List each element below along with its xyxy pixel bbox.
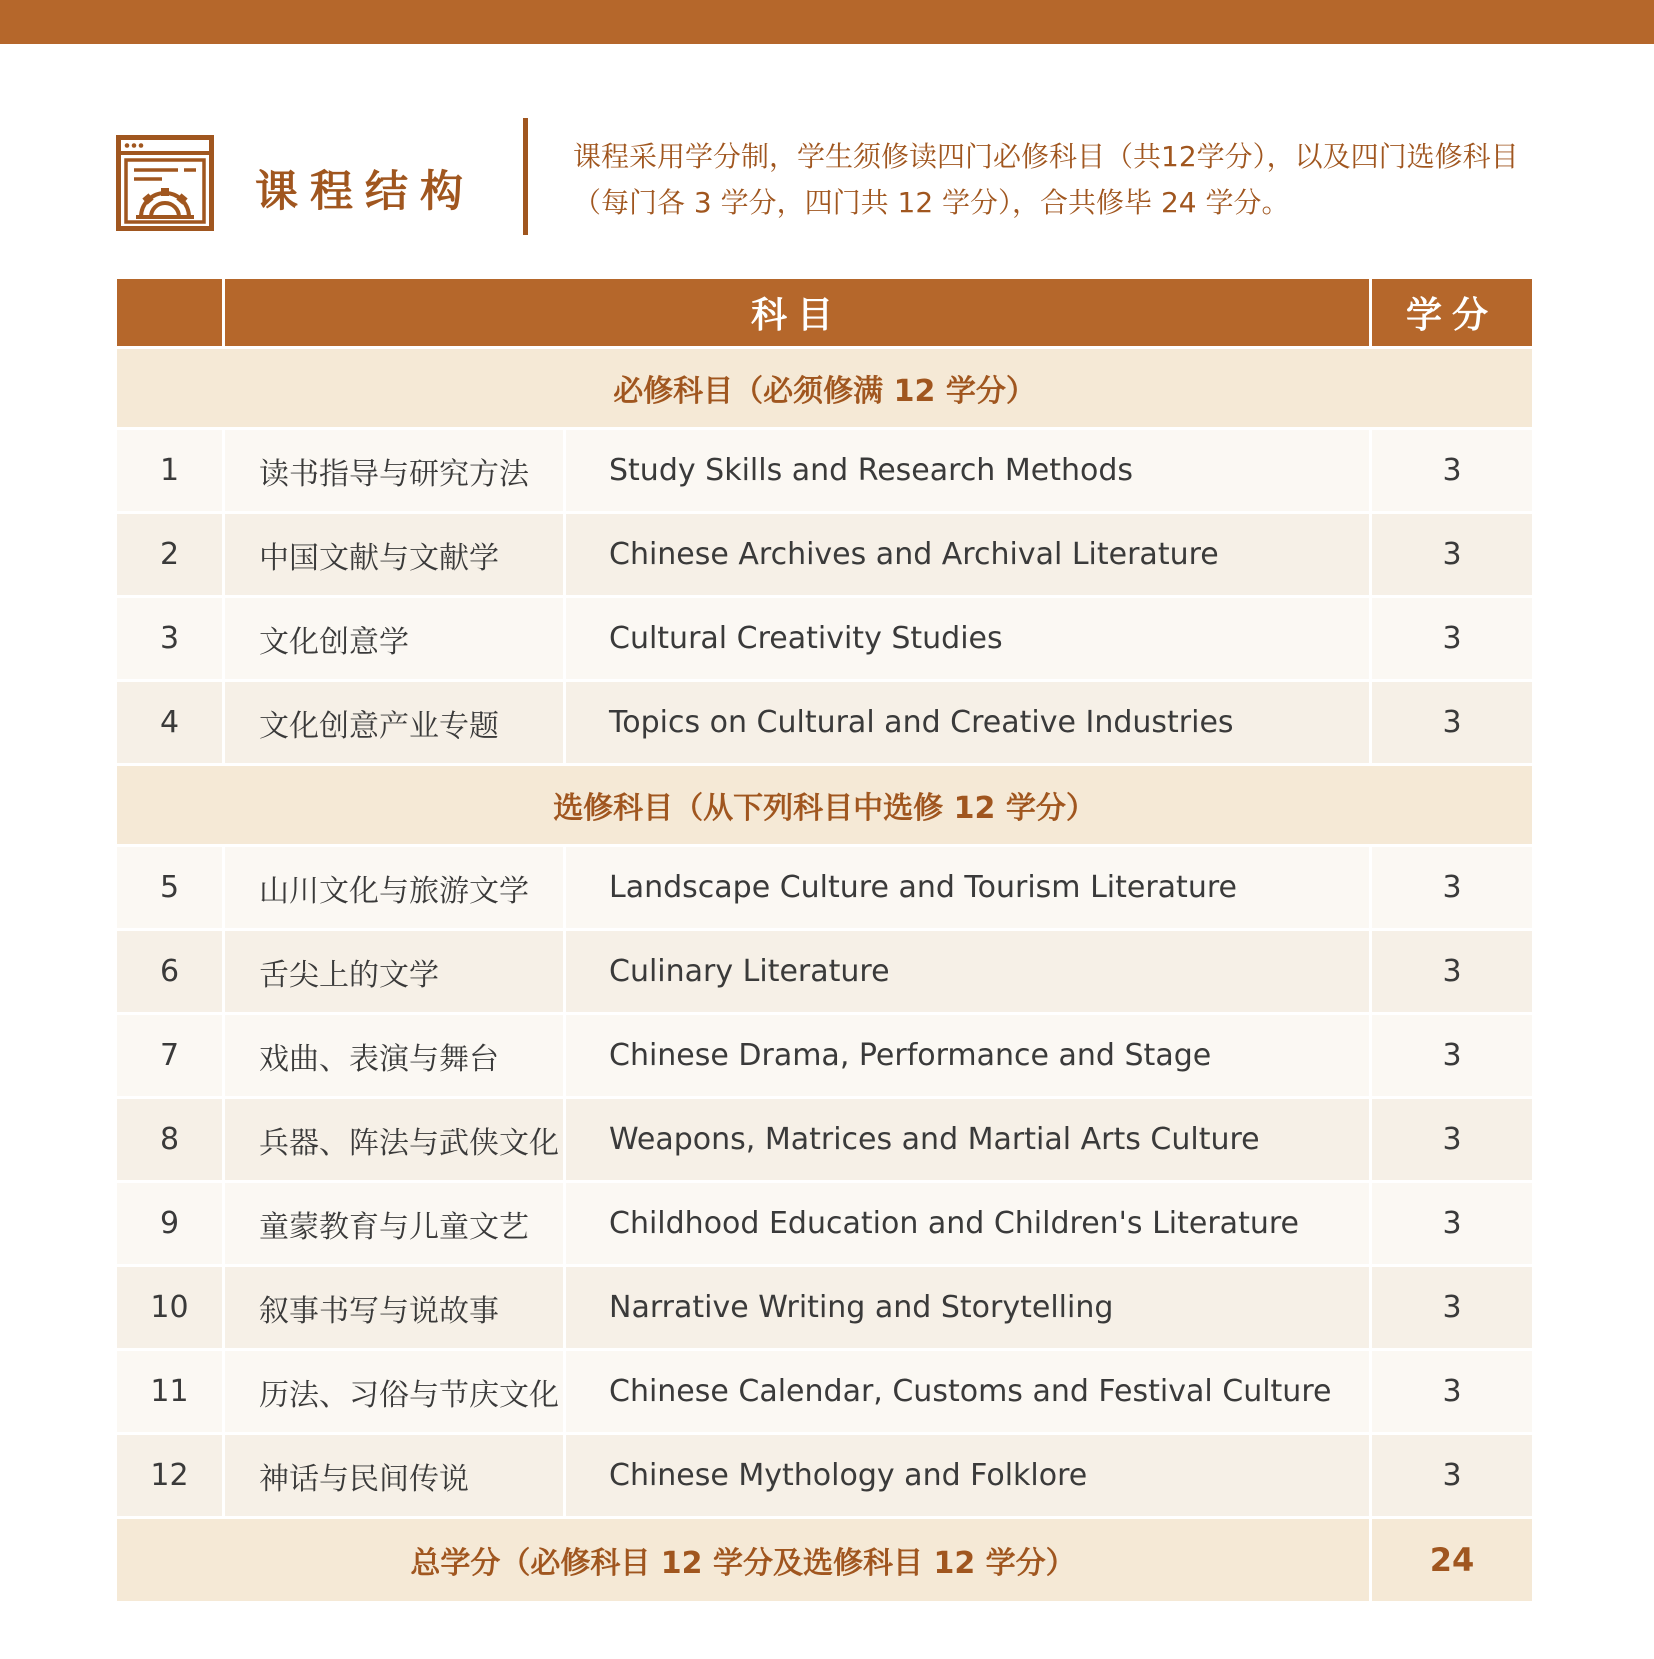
header-subject: 科目 xyxy=(225,279,1369,346)
course-name-en: Chinese Mythology and Folklore xyxy=(566,1435,1369,1516)
course-name-en: Chinese Drama, Performance and Stage xyxy=(566,1015,1369,1096)
course-credits: 3 xyxy=(1372,1015,1532,1096)
elective-group-heading: 选修科目（从下列科目中选修 12 学分） xyxy=(117,766,1532,844)
required-group-row xyxy=(117,349,1532,427)
course-name-en: Narrative Writing and Storytelling xyxy=(566,1267,1369,1348)
course-number: 6 xyxy=(117,931,222,1012)
course-number: 12 xyxy=(117,1435,222,1516)
course-credits: 3 xyxy=(1372,514,1532,595)
table-row xyxy=(117,1351,1532,1432)
course-name-zh: 文化创意学 xyxy=(225,598,563,679)
total-row xyxy=(117,1519,1532,1601)
course-number: 4 xyxy=(117,682,222,763)
table-row xyxy=(117,682,1532,763)
table-row xyxy=(117,847,1532,928)
course-credits: 3 xyxy=(1372,931,1532,1012)
course-name-zh: 中国文献与文献学 xyxy=(225,514,563,595)
course-number: 1 xyxy=(117,430,222,511)
course-number: 5 xyxy=(117,847,222,928)
total-credits: 24 xyxy=(1372,1519,1532,1601)
course-number: 10 xyxy=(117,1267,222,1348)
course-name-zh: 叙事书写与说故事 xyxy=(225,1267,563,1348)
table-header-row xyxy=(117,279,1532,346)
course-name-zh: 文化创意产业专题 xyxy=(225,682,563,763)
course-number: 9 xyxy=(117,1183,222,1264)
table-row xyxy=(117,1099,1532,1180)
course-name-en: Culinary Literature xyxy=(566,931,1369,1012)
required-group-heading: 必修科目（必须修满 12 学分） xyxy=(117,349,1532,427)
header-credits: 学分 xyxy=(1372,279,1532,346)
course-credits: 3 xyxy=(1372,430,1532,511)
table-row xyxy=(117,514,1532,595)
course-name-zh: 神话与民间传说 xyxy=(225,1435,563,1516)
course-number: 3 xyxy=(117,598,222,679)
course-name-en: Study Skills and Research Methods xyxy=(566,430,1369,511)
header-blank-cell xyxy=(117,279,222,346)
course-credits: 3 xyxy=(1372,682,1532,763)
course-name-zh: 兵器、阵法与武侠文化 xyxy=(225,1099,563,1180)
course-name-en: Landscape Culture and Tourism Literature xyxy=(566,847,1369,928)
curriculum-table xyxy=(114,276,1535,1604)
course-credits: 3 xyxy=(1372,598,1532,679)
table-row xyxy=(117,430,1532,511)
web-settings-icon xyxy=(116,135,214,231)
section-title: 课程结构 xyxy=(255,167,475,217)
table-row xyxy=(117,1183,1532,1264)
course-name-en: Topics on Cultural and Creative Industries xyxy=(566,682,1369,763)
header-divider xyxy=(523,118,528,235)
course-credits: 3 xyxy=(1372,1351,1532,1432)
course-name-en: Childhood Education and Children's Literature xyxy=(566,1183,1369,1264)
course-name-zh: 历法、习俗与节庆文化 xyxy=(225,1351,563,1432)
table-row xyxy=(117,1015,1532,1096)
table-row xyxy=(117,598,1532,679)
course-number: 7 xyxy=(117,1015,222,1096)
top-accent-bar xyxy=(0,0,1654,44)
table-row xyxy=(117,931,1532,1012)
course-name-zh: 山川文化与旅游文学 xyxy=(225,847,563,928)
course-number: 11 xyxy=(117,1351,222,1432)
course-name-en: Chinese Archives and Archival Literature xyxy=(566,514,1369,595)
table-row xyxy=(117,1435,1532,1516)
course-number: 2 xyxy=(117,514,222,595)
course-name-zh: 戏曲、表演与舞台 xyxy=(225,1015,563,1096)
course-name-en: Weapons, Matrices and Martial Arts Culture xyxy=(566,1099,1369,1180)
course-number: 8 xyxy=(117,1099,222,1180)
course-name-zh: 舌尖上的文学 xyxy=(225,931,563,1012)
total-label: 总学分（必修科目 12 学分及选修科目 12 学分） xyxy=(117,1519,1369,1601)
course-credits: 3 xyxy=(1372,1435,1532,1516)
course-credits: 3 xyxy=(1372,847,1532,928)
elective-group-row xyxy=(117,766,1532,844)
course-name-zh: 读书指导与研究方法 xyxy=(225,430,563,511)
intro-text: 课程采用学分制，学生须修读四门必修科目（共12学分），以及四门选修科目（每门各 3 学分，四门共 12 学分），合共修毕 24 学分。 xyxy=(573,140,1519,219)
course-credits: 3 xyxy=(1372,1099,1532,1180)
course-name-zh: 童蒙教育与儿童文艺 xyxy=(225,1183,563,1264)
table-row xyxy=(117,1267,1532,1348)
course-credits: 3 xyxy=(1372,1183,1532,1264)
course-name-en: Chinese Calendar, Customs and Festival Culture xyxy=(566,1351,1369,1432)
course-credits: 3 xyxy=(1372,1267,1532,1348)
course-name-en: Cultural Creativity Studies xyxy=(566,598,1369,679)
